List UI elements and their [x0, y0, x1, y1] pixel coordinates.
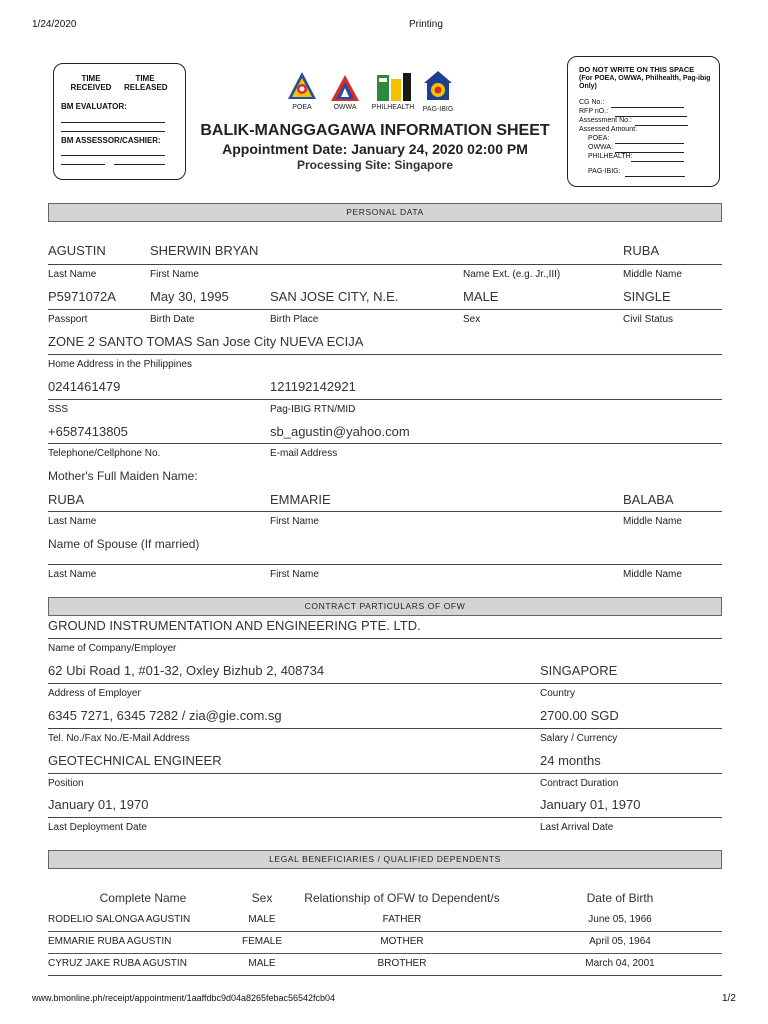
last-arrival-value: January 01, 1970: [540, 797, 641, 812]
row-dob: March 04, 2001: [585, 958, 655, 969]
poea-fee-line: [615, 143, 684, 144]
row-name: RODELIO SALONGA AGUSTIN: [48, 914, 191, 925]
first-name-value: SHERWIN BRYAN: [150, 243, 259, 258]
bm-assessor-label: BM ASSESSOR/CASHIER:: [61, 136, 161, 145]
mother-middle-label: Middle Name: [623, 516, 682, 527]
row-dob: April 05, 1964: [589, 936, 651, 947]
pagibig-fee-line: [625, 176, 685, 177]
mother-middle-value: BALABA: [623, 492, 674, 507]
salary-label: Salary / Currency: [540, 733, 618, 744]
poea-logo-icon: [287, 71, 317, 103]
assessment-no-line: [635, 125, 688, 126]
position-label: Position: [48, 778, 84, 789]
assessor-line-2a: [61, 164, 105, 165]
phone-value: +6587413805: [48, 424, 128, 439]
first-name-label: First Name: [150, 269, 199, 280]
contract-duration-value: 24 months: [540, 753, 601, 768]
employer-address-rule: [48, 683, 722, 684]
email-value: sb_agustin@yahoo.com: [270, 424, 410, 439]
philhealth-fee-label: PHILHEALTH:: [588, 153, 633, 160]
print-date: 1/24/2020: [32, 19, 77, 30]
mother-first-value: EMMARIE: [270, 492, 331, 507]
country-value: SINGAPORE: [540, 663, 618, 678]
assessment-no-label: Assessment No.:: [579, 117, 632, 124]
row-sex: MALE: [248, 914, 276, 925]
sex-label: Sex: [463, 314, 481, 325]
pagibig-fee-label: PAG-IBIG:: [588, 168, 621, 175]
birth-date-label: Birth Date: [150, 314, 195, 325]
row-name: CYRUZ JAKE RUBA AGUSTIN: [48, 958, 187, 969]
staff-box: [53, 63, 186, 180]
row-relationship: FATHER: [382, 914, 422, 925]
middle-name-value: RUBA: [623, 243, 660, 258]
pagibig-caption: PAG-IBIG: [422, 106, 454, 113]
philhealth-caption: PHILHEALTH: [371, 104, 415, 111]
birth-place-label: Birth Place: [270, 314, 319, 325]
print-title: Printing: [409, 19, 443, 30]
print-page-number: 1/2: [722, 993, 736, 1004]
processing-site: Processing Site: Singapore: [296, 158, 454, 172]
cg-no-label: CG No.:: [579, 99, 605, 106]
mother-first-label: First Name: [270, 516, 319, 527]
mother-last-value: RUBA: [48, 492, 85, 507]
col-header-name: Complete Name: [99, 891, 187, 905]
owwa-caption: OWWA: [333, 104, 357, 111]
contact-row-rule: [48, 728, 722, 729]
spouse-row-rule: [48, 564, 722, 565]
company-row-rule: [48, 638, 722, 639]
sex-value: MALE: [463, 289, 499, 304]
personal-data-section-header: PERSONAL DATA: [48, 203, 722, 222]
office-use-note: (For POEA, OWWA, Philhealth, Pag-ibig Only): [579, 75, 711, 90]
spouse-heading: Name of Spouse (If married): [48, 537, 200, 551]
col-header-sex: Sex: [251, 891, 273, 905]
row-rule-1: [48, 931, 722, 932]
name-row-rule: [48, 264, 722, 265]
appointment-date: Appointment Date: January 24, 2020 02:00 PM: [222, 141, 528, 157]
birth-date-value: May 30, 1995: [150, 289, 229, 304]
philhealth-fee-line: [631, 161, 684, 162]
row-relationship: BROTHER: [377, 958, 427, 969]
time-received-line1: TIME: [81, 74, 101, 83]
country-label: Country: [540, 688, 576, 699]
time-released-line1: TIME: [135, 74, 155, 83]
beneficiaries-section-header: LEGAL BENEFICIARIES / QUALIFIED DEPENDENTS: [48, 850, 722, 869]
pagibig-logo-icon: [423, 70, 453, 104]
last-name-label: Last Name: [48, 269, 97, 280]
employer-address-label: Address of Employer: [48, 688, 141, 699]
mother-last-label: Last Name: [48, 516, 97, 527]
owwa-logo-icon: [330, 73, 360, 103]
employer-address-value: 62 Ubi Road 1, #01-32, Oxley Bizhub 2, 408734: [48, 663, 325, 678]
mother-row-rule: [48, 511, 722, 512]
row-sex: FEMALE: [241, 936, 282, 947]
poea-fee-label: POEA:: [588, 135, 610, 142]
time-received-line2: RECEIVED: [70, 83, 112, 92]
row-name: EMMARIE RUBA AGUSTIN: [48, 936, 172, 947]
salary-value: 2700.00 SGD: [540, 708, 619, 723]
email-label: E-mail Address: [270, 448, 338, 459]
cg-no-line: [611, 107, 684, 108]
contract-duration-label: Contract Duration: [540, 778, 619, 789]
time-received-label: [70, 74, 112, 92]
do-not-write-heading: DO NOT WRITE ON THIS SPACE: [579, 65, 695, 74]
spouse-first-label: First Name: [270, 569, 319, 580]
middle-name-label: Middle Name: [623, 269, 682, 280]
col-header-relationship: Relationship of OFW to Dependent/s: [304, 891, 500, 905]
time-released-label: [124, 74, 166, 92]
sss-value: 0241461479: [48, 379, 121, 394]
pagibig-rtn-label: Pag-IBIG RTN/MID: [270, 404, 356, 415]
passport-label: Passport: [48, 314, 88, 325]
row-relationship: MOTHER: [380, 936, 424, 947]
evaluator-line-1: [61, 122, 165, 123]
position-value: GEOTECHNICAL ENGINEER: [48, 753, 222, 768]
company-value: GROUND INSTRUMENTATION AND ENGINEERING PTE. LTD.: [48, 618, 421, 633]
owwa-fee-label: OWWA:: [588, 144, 614, 151]
bm-evaluator-label: BM EVALUATOR:: [61, 102, 127, 111]
phone-label: Telephone/Cellphone No.: [48, 448, 161, 459]
pagibig-rtn-value: 121192142921: [270, 379, 356, 394]
spouse-last-label: Last Name: [48, 569, 97, 580]
col-header-dob: Date of Birth: [586, 891, 654, 905]
last-arrival-label: Last Arrival Date: [540, 822, 614, 833]
poea-caption: POEA: [292, 104, 312, 111]
sss-row-rule: [48, 399, 722, 400]
civil-status-value: SINGLE: [623, 289, 671, 304]
row-sex: MALE: [248, 958, 276, 969]
deployment-row-rule: [48, 817, 722, 818]
employer-contact-value: 6345 7271, 6345 7282 / zia@gie.com.sg: [48, 708, 282, 723]
last-deployment-value: January 01, 1970: [48, 797, 149, 812]
row-rule-3: [48, 975, 722, 976]
passport-value: P5971072A: [48, 289, 116, 304]
form-title: BALIK-MANGGAGAWA INFORMATION SHEET: [200, 122, 550, 139]
employer-contact-label: Tel. No./Fax No./E-Mail Address: [48, 733, 190, 744]
phone-row-rule: [48, 443, 722, 444]
civil-status-label: Civil Status: [623, 314, 674, 325]
assessed-amount-label: Assessed Amount:: [579, 126, 637, 133]
sss-label: SSS: [48, 404, 69, 415]
last-deployment-label: Last Deployment Date: [48, 822, 147, 833]
philhealth-logo-icon: [375, 71, 413, 103]
row-dob: June 05, 1966: [588, 914, 652, 925]
spouse-middle-label: Middle Name: [623, 569, 682, 580]
position-row-rule: [48, 773, 722, 774]
time-released-line2: RELEASED: [124, 83, 168, 92]
office-use-box: [567, 56, 720, 187]
name-ext-label: Name Ext. (e.g. Jr.,III): [463, 269, 561, 280]
rfp-no-label: RFP nO.:: [579, 108, 609, 115]
assessor-line-1: [61, 155, 165, 156]
home-address-value: ZONE 2 SANTO TOMAS San Jose City NUEVA ECIJA: [48, 334, 364, 349]
address-row-rule: [48, 354, 722, 355]
passport-row-rule: [48, 309, 722, 310]
home-address-label: Home Address in the Philippines: [48, 359, 192, 370]
contract-section-header: CONTRACT PARTICULARS OF OFW: [48, 597, 722, 616]
birth-place-value: SAN JOSE CITY, N.E.: [270, 289, 399, 304]
company-label: Name of Company/Employer: [48, 643, 177, 654]
row-rule-2: [48, 953, 722, 954]
last-name-value: AGUSTIN: [48, 243, 106, 258]
print-url: www.bmonline.ph/receipt/appointment/1aaffdbc9d04a8265febac56542fcb04: [32, 993, 336, 1003]
assessor-line-2b: [114, 164, 165, 165]
evaluator-line-2: [61, 131, 165, 132]
mother-heading: Mother's Full Maiden Name:: [48, 469, 198, 483]
